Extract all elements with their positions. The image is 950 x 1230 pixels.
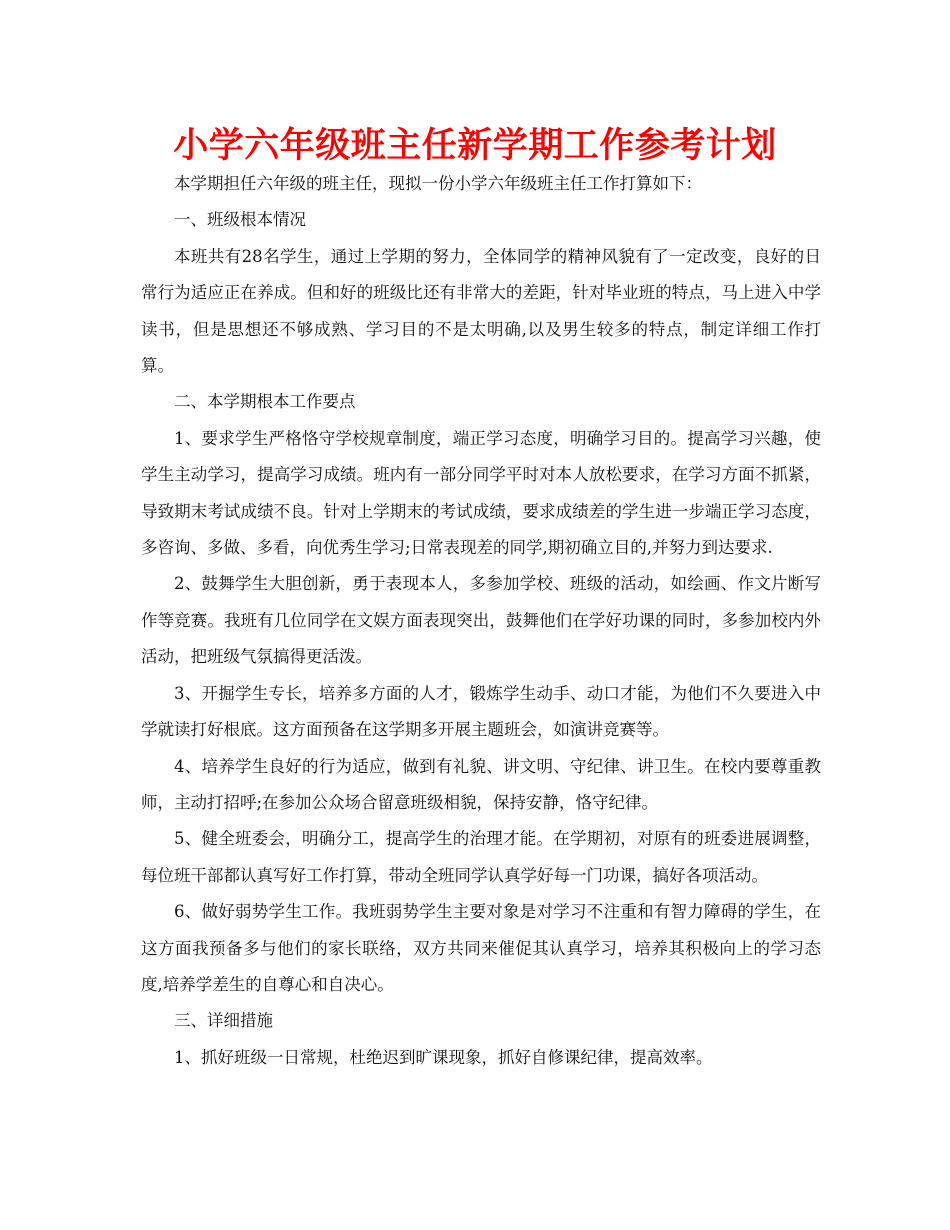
- section-heading-1: 一、班级根本情况: [174, 210, 306, 230]
- paragraph-point-2: 2、鼓舞学生大胆创新，勇于表现本人，多参加学校、班级的活动，如绘画、作文片断写作等竞赛。我班有几位同学在文娱方面表现突出，鼓舞他们在学好功课的同时，多参加校内外活动，把班级气氛搞得更活泼。: [141, 574, 821, 667]
- paragraph-point-5: 5、健全班委会，明确分工，提高学生的治理才能。在学期初，对原有的班委进展调整，每位班干部都认真写好工作打算，带动全班同学认真学好每一门功课，搞好各项活动。: [141, 829, 821, 885]
- paragraph-point-6: 6、做好弱势学生工作。我班弱势学生主要对象是对学习不注重和有智力障碍的学生，在这方面我预备多与他们的家长联络，双方共同来催促其认真学习，培养其积极向上的学习态度,培养学差生的自尊心和自决心。: [141, 902, 821, 994]
- section-heading-2: 二、本学期根本工作要点: [174, 392, 356, 412]
- paragraph-class-situation: 本班共有28名学生，通过上学期的努力，全体同学的精神风貌有了一定改变，良好的日常行为适应正在养成。但和好的班级比还有非常大的差距，针对毕业班的特点，马上进入中学读书，但是思想还不够成熟、学习目的不是太明确,以及男生较多的特点，制定详细工作打算。: [141, 246, 821, 376]
- paragraph-measure-1: 1、抓好班级一日常规，杜绝迟到旷课现象，抓好自修课纪律，提高效率。: [174, 1047, 713, 1067]
- section-heading-3: 三、详细措施: [174, 1011, 273, 1031]
- intro-paragraph: 本学期担任六年级的班主任，现拟一份小学六年级班主任工作打算如下：: [174, 174, 702, 193]
- paragraph-point-3: 3、开掘学生专长，培养多方面的人才，锻炼学生动手、动口才能，为他们不久要进入中学就读打好根底。这方面预备在这学期多开展主题班会，如演讲竞赛等。: [141, 683, 821, 740]
- paragraph-point-1: 1、要求学生严格恪守学校规章制度，端正学习态度，明确学习目的。提高学习兴趣，使学生主动学习，提高学习成绩。班内有一部分同学平时对本人放松要求，在学习方面不抓紧，导致期末考试成绩不良。针对上学期末的考试成绩，要求成绩差的学生进一步端正学习态度，多咨询、多做、多看，向优秀生学习;日常表现差的同学,期初确立目的,并努力到达要求.: [141, 428, 821, 558]
- document-body: [141, 166, 821, 1076]
- paragraph-point-4: 4、培养学生良好的行为适应，做到有礼貌、讲文明、守纪律、讲卫生。在校内要尊重教师，主动打招呼;在参加公众场合留意班级相貌，保持安静，恪守纪律。: [141, 756, 821, 812]
- document-title: 小学六年级班主任新学期工作参考计划: [173, 126, 777, 166]
